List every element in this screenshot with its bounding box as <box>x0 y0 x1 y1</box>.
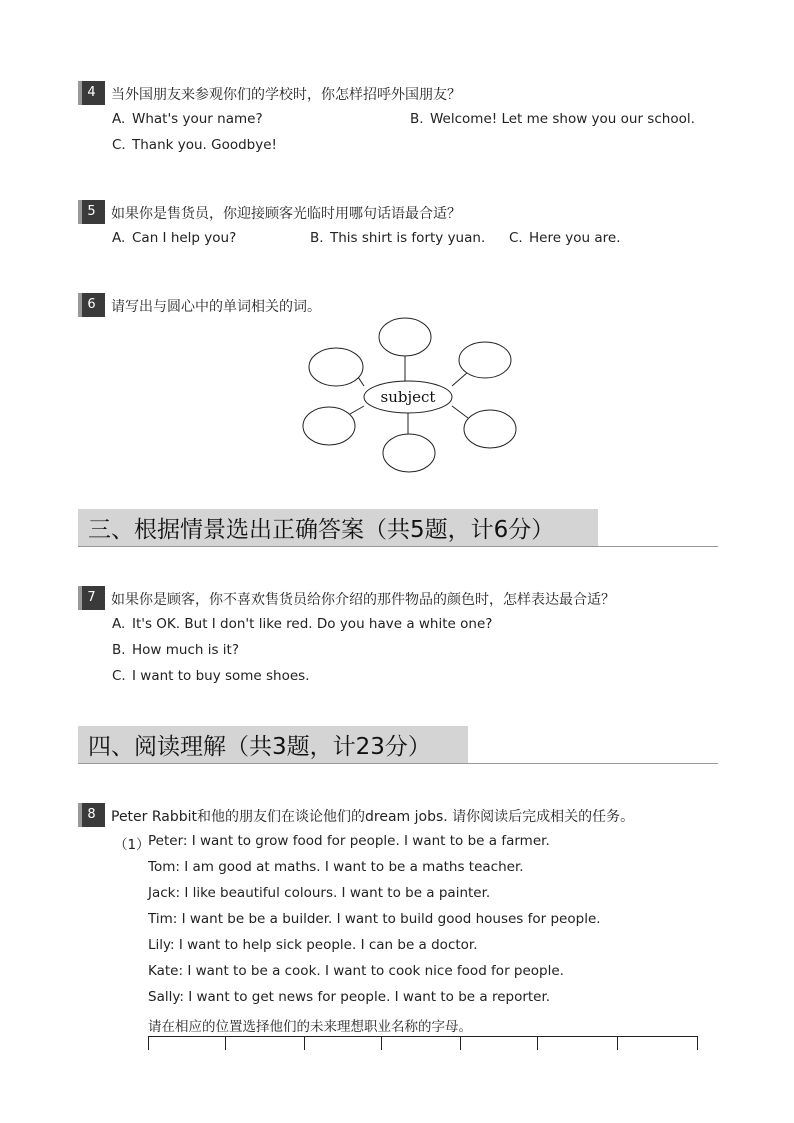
option-letter: A. <box>112 230 126 246</box>
option-letter: A. <box>112 111 126 127</box>
answer-circle[interactable] <box>379 318 431 356</box>
q7-option-a[interactable] <box>112 616 492 632</box>
section-rule <box>78 763 718 764</box>
answer-circle[interactable] <box>459 342 511 378</box>
question-number-badge: 7 <box>78 586 105 610</box>
question-stem: 当外国朋友来参观你们的学校时，你怎样招呼外国朋友？ <box>111 87 461 103</box>
question-number-badge: 8 <box>78 803 105 827</box>
passage-line: Lily: I want to help sick people. I can be a doctor. <box>148 937 478 953</box>
option-letter: B. <box>310 230 324 246</box>
section-header-4 <box>78 726 718 764</box>
passage-line: Peter: I want to grow food for people. I want to be a farmer. <box>148 833 550 849</box>
q5-option-c[interactable] <box>509 230 621 246</box>
q4-option-b[interactable] <box>410 111 695 127</box>
section-title: 三、根据情景选出正确答案（共5题，计6分） <box>88 517 555 543</box>
spoke <box>350 406 364 414</box>
passage-line: Kate: I want to be a cook. I want to cook nice food for people. <box>148 963 564 979</box>
q4-option-c[interactable] <box>112 137 277 153</box>
question-number-badge: 6 <box>78 293 105 317</box>
q7-option-c[interactable] <box>112 668 310 684</box>
spoke <box>358 377 364 386</box>
question-stem: Peter Rabbit和他的朋友们在谈论他们的dream jobs. 请你阅读后完成相关的任务。 <box>111 809 635 825</box>
answer-table <box>148 1036 700 1050</box>
passage-line: Tim: I want be be a builder. I want to build good houses for people. <box>148 911 601 927</box>
passage-line: Sally: I want to get news for people. I want to be a reporter. <box>148 989 551 1005</box>
option-letter: A. <box>112 616 126 632</box>
word-web-diagram <box>300 316 520 476</box>
spoke <box>452 406 468 418</box>
option-text: I want to buy some shoes. <box>132 668 310 684</box>
question-stem: 请写出与圆心中的单词相关的词。 <box>111 299 321 315</box>
q5-option-a[interactable] <box>112 230 236 246</box>
question-number-badge: 5 <box>78 200 105 224</box>
option-text: Can I help you? <box>132 230 237 246</box>
question-stem: 如果你是售货员，你迎接顾客光临时用哪句话语最合适？ <box>111 206 461 222</box>
passage-line: Tom: I am good at maths. I want to be a maths teacher. <box>148 859 524 875</box>
passage-line: Jack: I like beautiful colours. I want to be a painter. <box>148 885 491 901</box>
option-letter: B. <box>410 111 424 127</box>
q7-option-b[interactable] <box>112 642 239 658</box>
option-text: Welcome! Let me show you our school. <box>430 111 695 127</box>
center-word: subject <box>380 388 436 406</box>
option-text: Here you are. <box>529 230 621 246</box>
answer-circle[interactable] <box>464 410 516 448</box>
option-letter: C. <box>112 668 126 684</box>
q5-option-b[interactable] <box>310 230 485 246</box>
option-text: What's your name? <box>132 111 263 127</box>
option-letter: B. <box>112 642 126 658</box>
section-header-3 <box>78 509 718 547</box>
answer-circle[interactable] <box>309 348 363 386</box>
task-instruction: 请在相应的位置选择他们的未来理想职业名称的字母。 <box>148 1019 472 1035</box>
option-text: This shirt is forty yuan. <box>330 230 486 246</box>
question-stem: 如果你是顾客，你不喜欢售货员给你介绍的那件物品的颜色时，怎样表达最合适？ <box>111 592 615 608</box>
section-rule <box>78 546 718 547</box>
option-text: It's OK. But I don't like red. Do you have a white one? <box>132 616 493 632</box>
section-title: 四、阅读理解（共3题，计23分） <box>88 734 431 760</box>
sub-question-label: （1） <box>114 837 150 853</box>
answer-circle[interactable] <box>303 407 355 445</box>
option-letter: C. <box>509 230 523 246</box>
q4-option-a[interactable] <box>112 111 263 127</box>
option-text: How much is it? <box>132 642 240 658</box>
option-letter: C. <box>112 137 126 153</box>
question-number-badge: 4 <box>78 81 105 105</box>
answer-circle[interactable] <box>383 434 435 472</box>
spoke <box>452 372 468 386</box>
option-text: Thank you. Goodbye! <box>132 137 277 153</box>
